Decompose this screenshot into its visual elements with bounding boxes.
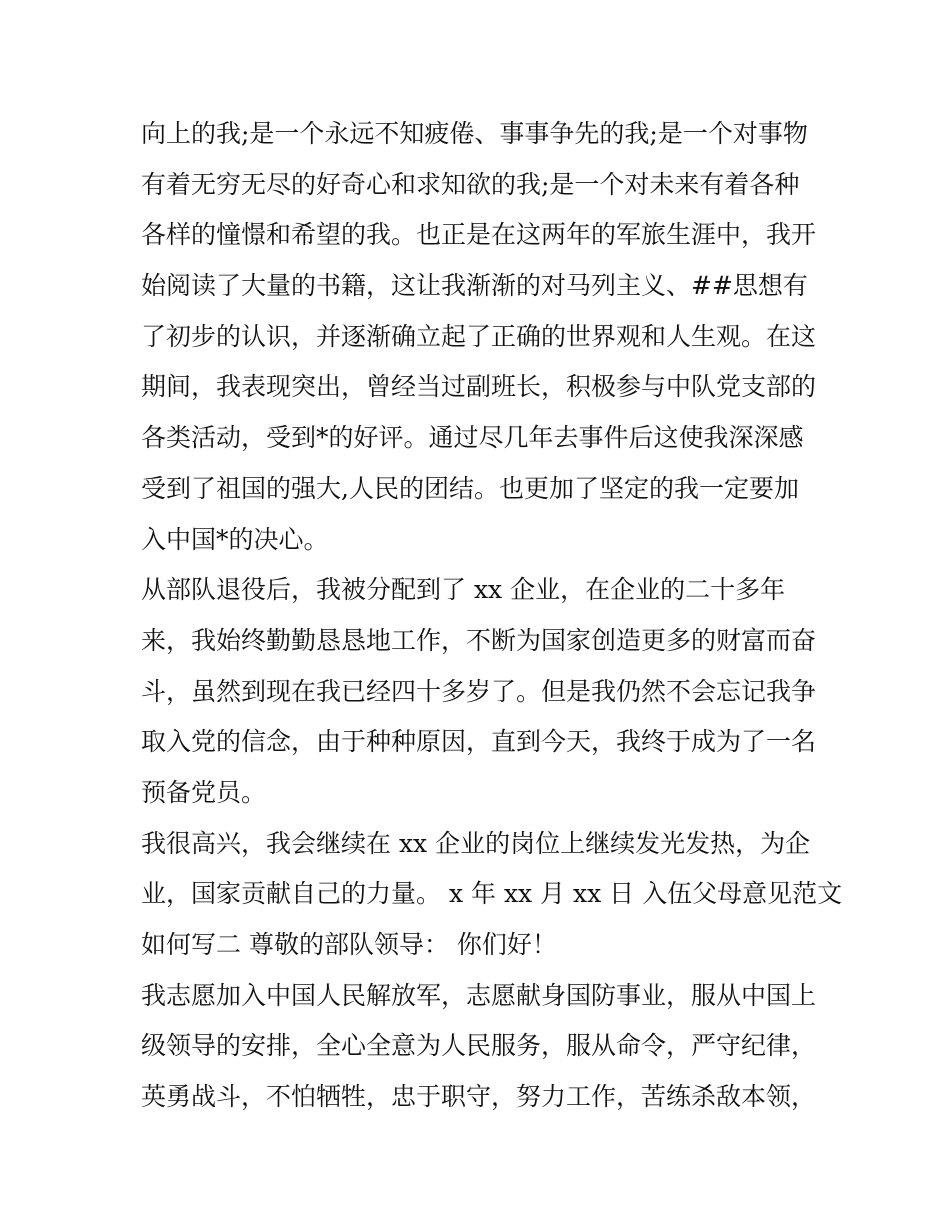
text-line: 斗，虽然到现在我已经四十多岁了。但是我仍然不会忘记我争 bbox=[141, 676, 817, 706]
text-line: 受到了祖国的强大,人民的团结。也更加了坚定的我一定要加 bbox=[141, 473, 799, 503]
text-line: 从部队退役后，我被分配到了 xx 企业，在企业的二十多年 bbox=[141, 575, 786, 605]
text-line: 入中国*的决心。 bbox=[141, 524, 329, 554]
text-line: 如何写二 尊敬的部队领导： 你们好！ bbox=[141, 930, 557, 959]
text-line: 了初步的认识，并逐渐确立起了正确的世界观和人生观。在这 bbox=[141, 321, 817, 351]
text-line: 向上的我;是一个永远不知疲倦、事事争先的我;是一个对事物 bbox=[141, 119, 808, 148]
text-line: 级领导的安排，全心全意为人民服务，服从命令，严守纪律， bbox=[141, 1031, 817, 1061]
text-line: 期间，我表现突出，曾经当过副班长，积极参与中队党支部的 bbox=[141, 372, 817, 402]
text-line: 有着无穷无尽的好奇心和求知欲的我;是一个对未来有着各种 bbox=[141, 169, 800, 199]
text-line: 预备党员。 bbox=[141, 777, 267, 807]
text-line: 取入党的信念，由于种种原因，直到今天，我终于成为了一名 bbox=[141, 727, 817, 757]
text-line: 我很高兴，我会继续在 xx 企业的岗位上继续发光发热，为企 bbox=[141, 828, 811, 858]
body-text bbox=[141, 109, 843, 1123]
text-line: 各类活动，受到*的好评。通过尽几年去事件后这使我深深感 bbox=[141, 423, 804, 453]
text-line: 英勇战斗，不怕牺牲，忠于职守，努力工作，苦练杀敌本领， bbox=[141, 1082, 817, 1112]
text-line: 始阅读了大量的书籍，这让我渐渐的对马列主义、##思想有 bbox=[141, 271, 808, 301]
text-line: 来，我始终勤勤恳恳地工作，不断为国家创造更多的财富而奋 bbox=[141, 625, 817, 655]
text-line: 各样的憧憬和希望的我。也正是在这两年的军旅生涯中，我开 bbox=[141, 220, 817, 250]
text-line: 我志愿加入中国人民解放军，志愿献身国防事业，服从中国上 bbox=[141, 980, 817, 1010]
text-line: 业，国家贡献自己的力量。 x 年 xx 月 xx 日 入伍父母意见范文 bbox=[141, 879, 843, 909]
